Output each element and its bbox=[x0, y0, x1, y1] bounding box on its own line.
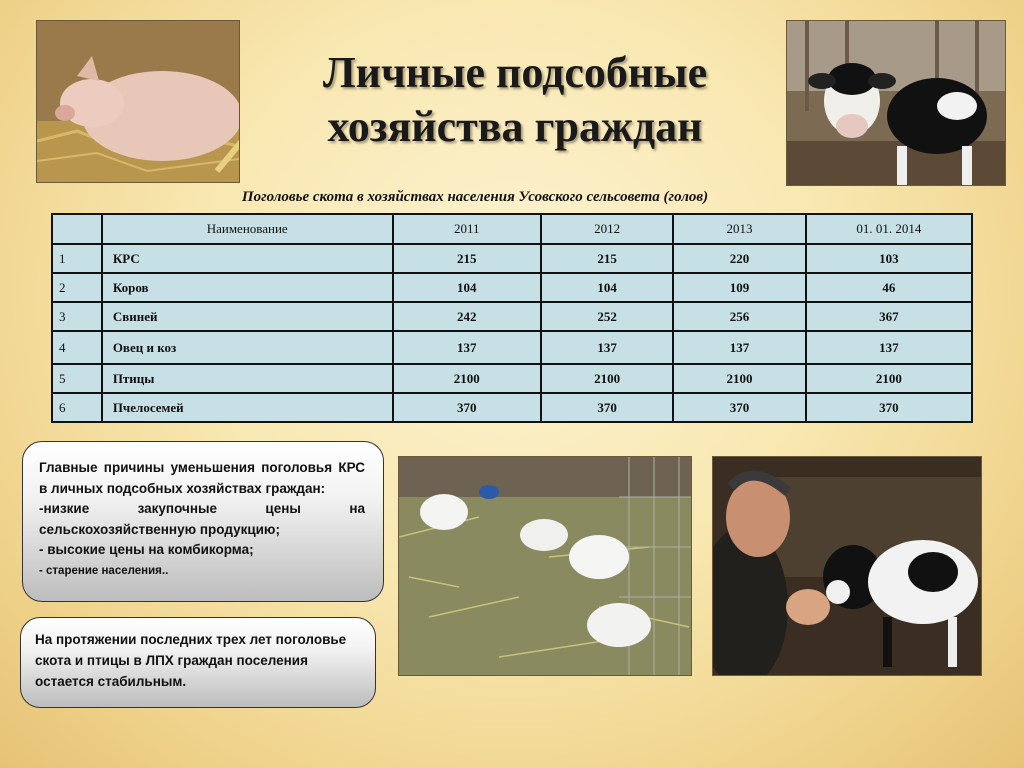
title-line-2: хозяйства граждан bbox=[327, 102, 703, 151]
cell-2014: 367 bbox=[806, 302, 972, 331]
row-name: Птицы bbox=[102, 364, 393, 393]
stability-text: На протяжении последних трех лет поголовье скота и птицы в ЛПХ граждан поселения остается стабильным. bbox=[35, 632, 347, 689]
cell-2013: 137 bbox=[673, 331, 805, 364]
cell-2013: 2100 bbox=[673, 364, 805, 393]
table-row bbox=[52, 393, 972, 422]
reasons-heading: Главные причины уменьшения поголовья КРС в личных подсобных хозяйствах граждан: bbox=[39, 460, 365, 496]
cell-2012: 370 bbox=[541, 393, 673, 422]
cell-2012: 104 bbox=[541, 273, 673, 302]
slide-title bbox=[250, 46, 780, 154]
stability-callout bbox=[20, 617, 376, 708]
table-row bbox=[52, 331, 972, 364]
cell-2011: 104 bbox=[393, 273, 541, 302]
cell-2011: 2100 bbox=[393, 364, 541, 393]
header-name: Наименование bbox=[102, 214, 393, 244]
header-2014: 01. 01. 2014 bbox=[806, 214, 972, 244]
table-row bbox=[52, 273, 972, 302]
table-row bbox=[52, 302, 972, 331]
header-2012: 2012 bbox=[541, 214, 673, 244]
row-name: Пчелосемей bbox=[102, 393, 393, 422]
header-2013: 2013 bbox=[673, 214, 805, 244]
title-line-1: Личные подсобные bbox=[322, 48, 708, 97]
cow-photo bbox=[786, 20, 1006, 186]
row-name: Коров bbox=[102, 273, 393, 302]
cell-2013: 220 bbox=[673, 244, 805, 273]
cell-2011: 215 bbox=[393, 244, 541, 273]
row-index: 5 bbox=[52, 364, 102, 393]
table-caption: Поголовье скота в хозяйствах населения Усовского сельсовета (голов) bbox=[241, 189, 709, 205]
cell-2012: 137 bbox=[541, 331, 673, 364]
header-index bbox=[52, 214, 102, 244]
cell-2014: 370 bbox=[806, 393, 972, 422]
cell-2012: 215 bbox=[541, 244, 673, 273]
row-index: 1 bbox=[52, 244, 102, 273]
reason-item: - высокие цены на комбикорма; bbox=[39, 542, 254, 557]
cell-2013: 109 bbox=[673, 273, 805, 302]
table-row bbox=[52, 364, 972, 393]
cell-2013: 370 bbox=[673, 393, 805, 422]
calf-photo bbox=[712, 456, 982, 676]
row-name: Свиней bbox=[102, 302, 393, 331]
cell-2014: 137 bbox=[806, 331, 972, 364]
cell-2014: 2100 bbox=[806, 364, 972, 393]
cell-2013: 256 bbox=[673, 302, 805, 331]
row-index: 4 bbox=[52, 331, 102, 364]
row-index: 6 bbox=[52, 393, 102, 422]
pig-photo bbox=[36, 20, 240, 183]
cell-2012: 252 bbox=[541, 302, 673, 331]
cell-2011: 242 bbox=[393, 302, 541, 331]
header-2011: 2011 bbox=[393, 214, 541, 244]
row-index: 2 bbox=[52, 273, 102, 302]
cell-2011: 137 bbox=[393, 331, 541, 364]
table-header-row bbox=[52, 214, 972, 244]
row-name: КРС bbox=[102, 244, 393, 273]
cell-2014: 46 bbox=[806, 273, 972, 302]
reason-item: - старение населения.. bbox=[39, 564, 169, 577]
cell-2011: 370 bbox=[393, 393, 541, 422]
livestock-table bbox=[51, 213, 973, 423]
row-index: 3 bbox=[52, 302, 102, 331]
reasons-callout bbox=[22, 441, 384, 602]
hens-photo bbox=[398, 456, 692, 676]
cell-2014: 103 bbox=[806, 244, 972, 273]
table-row bbox=[52, 244, 972, 273]
reason-item: -низкие закупочные цены на сельскохозяйственную продукцию; bbox=[39, 501, 365, 537]
row-name: Овец и коз bbox=[102, 331, 393, 364]
cell-2012: 2100 bbox=[541, 364, 673, 393]
